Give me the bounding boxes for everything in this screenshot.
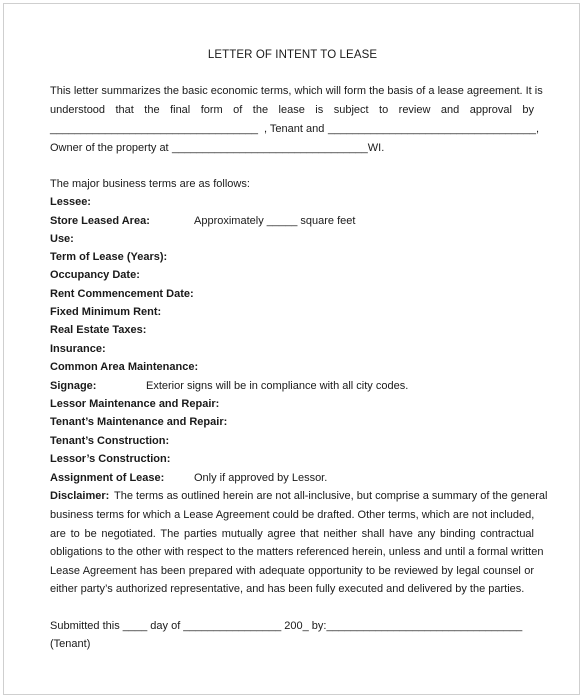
term-use: Use: [50, 233, 74, 245]
intro-line-1: This letter summarizes the basic economic terms, which will form the basis of a lease agreement. It is [50, 85, 543, 97]
term-occupancy-date: Occupancy Date: [50, 269, 140, 281]
term-signage: Signage: [50, 380, 97, 392]
term-lessor-construction: Lessor’s Construction: [50, 453, 171, 465]
terms-intro: The major business terms are as follows: [50, 178, 250, 190]
term-lessor-maintenance: Lessor Maintenance and Repair: [50, 398, 220, 410]
tenant-label: , Tenant and [264, 123, 325, 135]
tenant-name-blank: __________________________________ [50, 123, 259, 135]
disclaimer-line-6: either party’s authorized representative, and has been fully executed and delivered by the parties. [50, 583, 525, 595]
term-lessee: Lessee: [50, 196, 91, 208]
disclaimer-line-1: The terms as outlined herein are not all-inclusive, but comprise a summary of the general [114, 490, 548, 502]
disclaimer-line-2: business terms for which a Lease Agreement could be drafted. Other terms, which are not included, [50, 509, 535, 521]
document-title: LETTER OF INTENT TO LEASE [207, 49, 378, 61]
submitted-signer: (Tenant) [50, 638, 91, 650]
term-tenant-maintenance: Tenant’s Maintenance and Repair: [50, 416, 228, 428]
term-tenant-construction: Tenant’s Construction: [50, 435, 170, 447]
term-assignment: Assignment of Lease: [50, 472, 165, 484]
term-rent-commencement: Rent Commencement Date: [50, 288, 194, 300]
intro-line-2: understood that the final form of the lease is subject to review and approval by [50, 104, 534, 116]
term-fixed-minimum-rent: Fixed Minimum Rent: [50, 306, 162, 318]
term-signage-value: Exterior signs will be in compliance with all city codes. [146, 380, 409, 392]
term-disclaimer: Disclaimer: [50, 490, 110, 502]
submitted-line: Submitted this ____ day of ________________ 200_ by:________________________________ [50, 620, 523, 632]
owner-name-blank: __________________________________, [328, 123, 540, 135]
term-assignment-value: Only if approved by Lessor. [194, 472, 328, 484]
term-real-estate-taxes: Real Estate Taxes: [50, 324, 147, 336]
owner-property-label: Owner of the property at [50, 142, 169, 154]
disclaimer-line-3: are to be negotiated. The parties mutually agree that neither shall have any binding contractual [50, 528, 534, 540]
term-lease-years: Term of Lease (Years): [50, 251, 168, 263]
term-store-area: Store Leased Area: [50, 215, 150, 227]
term-store-area-value: Approximately _____ square feet [194, 215, 356, 227]
disclaimer-line-5: Lease Agreement has been prepared with adequate opportunity to be reviewed by legal counsel or [50, 565, 534, 577]
disclaimer-line-4: obligations to the other with respect to the matters referenced herein, unless and until a formal written [50, 546, 544, 558]
property-address-blank: ________________________________WI. [172, 142, 385, 154]
term-insurance: Insurance: [50, 343, 106, 355]
term-common-area-maintenance: Common Area Maintenance: [50, 361, 199, 373]
